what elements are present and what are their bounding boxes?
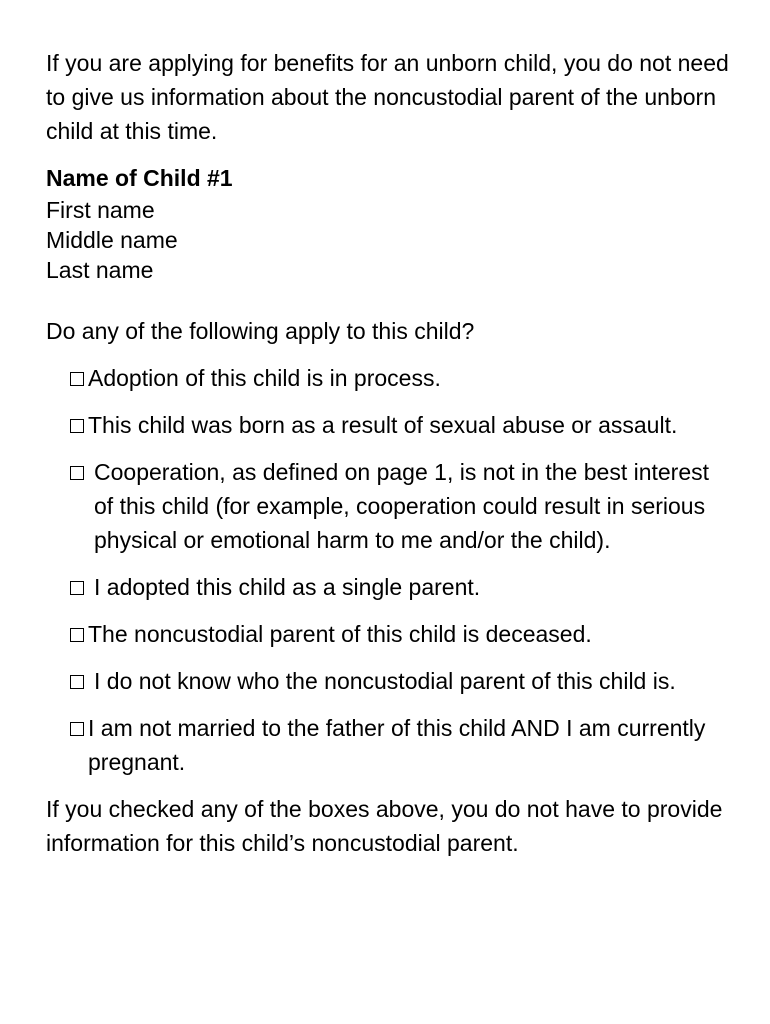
intro-text: If you are applying for benefits for an unborn child, you do not need to give us information about the noncustodial parent of the unborn child at this time.	[46, 50, 729, 144]
option-unknown-parent[interactable]	[70, 664, 730, 698]
option-adoption-in-process[interactable]	[70, 361, 730, 395]
checkbox[interactable]	[70, 628, 84, 642]
option-not-married-pregnant[interactable]	[70, 711, 730, 779]
child-name-heading: Name of Child #1	[46, 165, 233, 191]
outro-text: If you checked any of the boxes above, you do not have to provide information for this child’s noncustodial parent.	[46, 796, 723, 856]
last-name-label: Last name	[46, 257, 154, 283]
checkbox[interactable]	[70, 419, 84, 433]
question-text: Do any of the following apply to this child?	[46, 318, 475, 344]
form-page	[46, 46, 736, 860]
first-name-label: First name	[46, 197, 155, 223]
middle-name-label: Middle name	[46, 227, 178, 253]
option-label: Adoption of this child is in process.	[88, 365, 441, 391]
options-list	[70, 361, 730, 779]
checkbox[interactable]	[70, 466, 84, 480]
checkbox[interactable]	[70, 675, 84, 689]
option-label: I am not married to the father of this child AND I am currently pregnant.	[88, 715, 706, 775]
option-label: The noncustodial parent of this child is deceased.	[88, 621, 592, 647]
checkbox[interactable]	[70, 722, 84, 736]
option-label: I do not know who the noncustodial parent of this child is.	[94, 668, 676, 694]
option-sexual-abuse[interactable]	[70, 408, 730, 442]
option-parent-deceased[interactable]	[70, 617, 730, 651]
option-label: This child was born as a result of sexual abuse or assault.	[88, 412, 678, 438]
option-adopted-single-parent[interactable]	[70, 570, 730, 604]
option-cooperation-not-best-interest[interactable]	[70, 455, 730, 557]
checkbox[interactable]	[70, 372, 84, 386]
checkbox[interactable]	[70, 581, 84, 595]
option-label: I adopted this child as a single parent.	[94, 574, 481, 600]
option-label: Cooperation, as defined on page 1, is not in the best interest of this child (for example, cooperation could result in serious physical or emotional harm to me and/or the child).	[94, 459, 710, 553]
